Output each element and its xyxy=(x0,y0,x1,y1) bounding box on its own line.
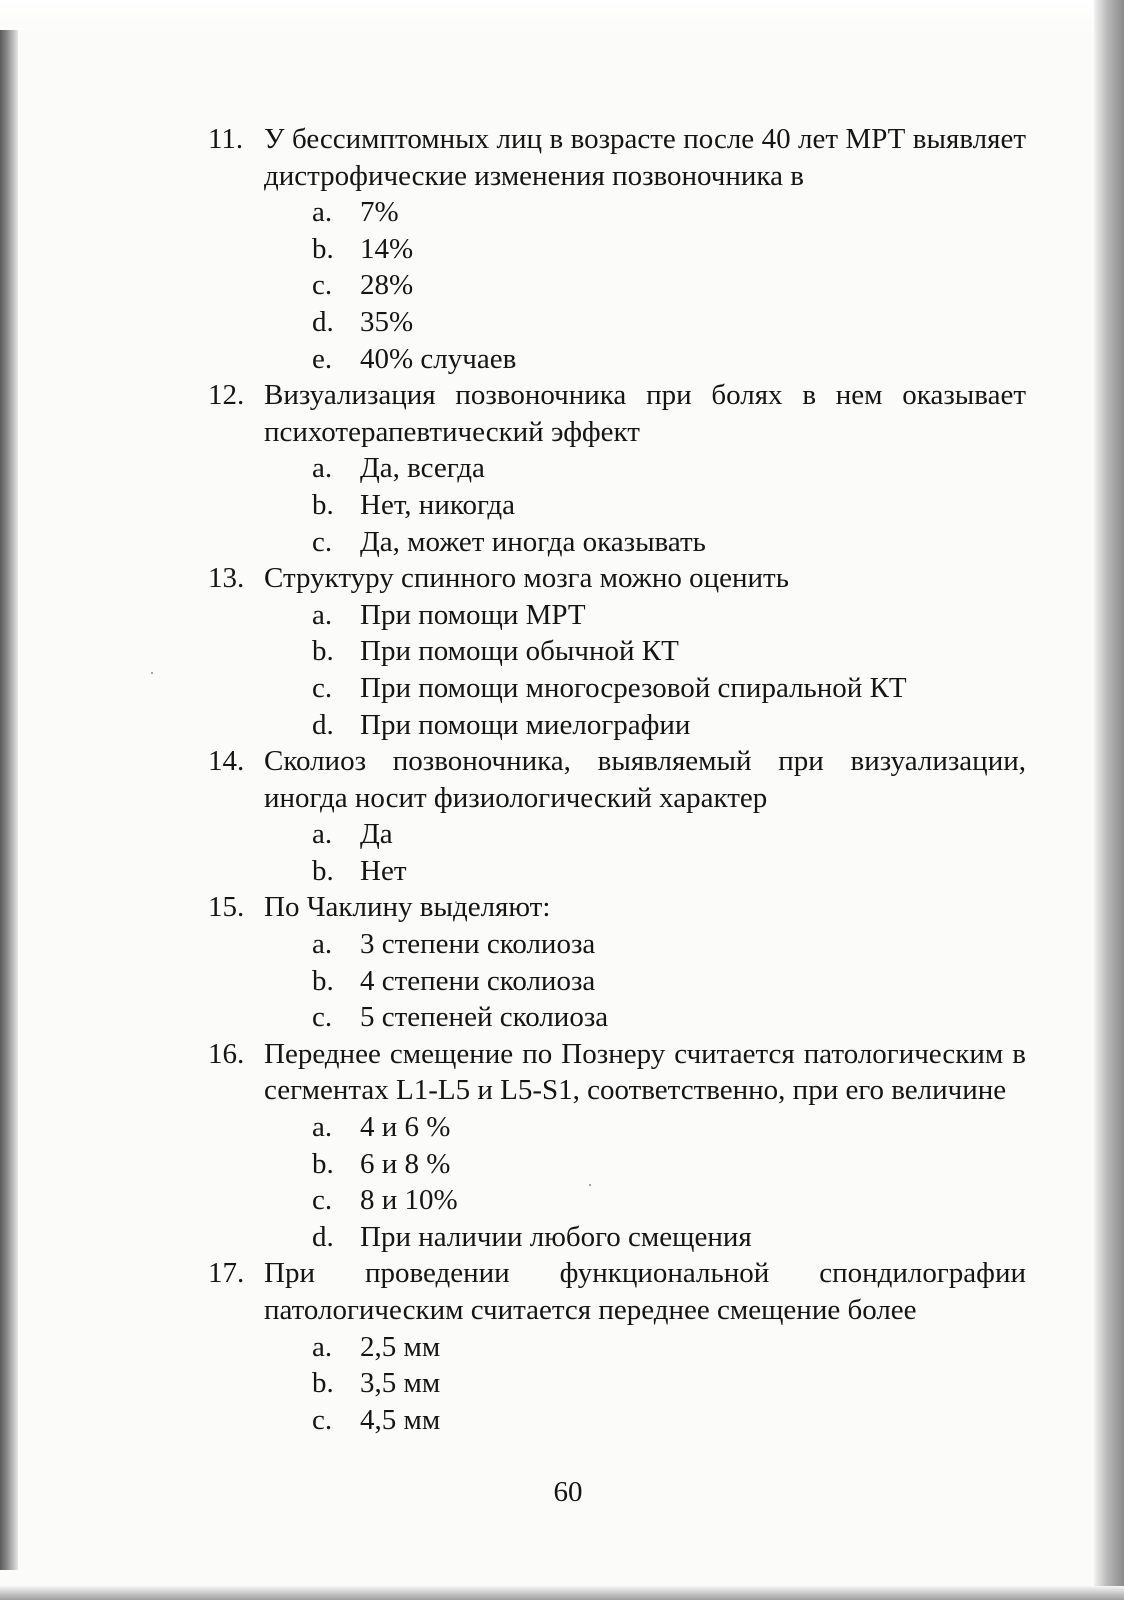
option-text: При помощи миелографии xyxy=(360,708,691,741)
option-text: 3,5 мм xyxy=(360,1367,441,1400)
question-number: 12. xyxy=(208,379,245,412)
option-letter: a. xyxy=(312,196,333,229)
question-number: 11. xyxy=(208,123,244,155)
option-text: 4,5 мм xyxy=(360,1403,441,1436)
option-text: 7% xyxy=(360,196,399,229)
option-text: 14% xyxy=(360,232,414,265)
question-heading xyxy=(208,121,1026,194)
answer-option xyxy=(208,816,1026,853)
option-letter: c. xyxy=(312,1184,333,1217)
answer-option xyxy=(208,597,1026,634)
question-list xyxy=(208,121,1026,1438)
option-text: Да, может иногда оказывать xyxy=(360,525,706,558)
option-letter: c. xyxy=(312,1001,333,1034)
option-letter: a. xyxy=(312,928,333,961)
option-letter: b. xyxy=(312,488,334,521)
option-text: 4 и 6 % xyxy=(360,1111,451,1144)
option-text: 28% xyxy=(360,269,414,302)
scan-speck xyxy=(151,672,153,674)
option-text: 8 и 10% xyxy=(360,1184,458,1217)
question-number: 13. xyxy=(208,562,245,595)
option-letter: d. xyxy=(312,1220,334,1253)
answer-option xyxy=(208,1182,1026,1219)
answer-option xyxy=(208,487,1026,524)
option-text: Нет, никогда xyxy=(360,488,516,521)
answer-option xyxy=(208,194,1026,231)
option-text: 3 степени сколиоза xyxy=(360,928,596,961)
option-letter: a. xyxy=(312,1111,333,1144)
answer-options xyxy=(208,450,1026,560)
scan-edge-left xyxy=(0,30,18,1570)
question-item xyxy=(208,560,1026,743)
option-text: 2,5 мм xyxy=(360,1330,441,1363)
answer-option xyxy=(208,1219,1026,1256)
answer-option xyxy=(208,707,1026,744)
scan-edge-right xyxy=(1094,0,1124,1600)
answer-options xyxy=(208,816,1026,889)
question-number: 17. xyxy=(208,1257,245,1290)
option-text: Нет xyxy=(360,854,407,887)
question-item xyxy=(208,1255,1026,1438)
option-letter: a. xyxy=(312,1330,333,1363)
question-heading xyxy=(208,1036,1026,1109)
option-letter: b. xyxy=(312,232,334,265)
option-text: При помощи многосрезовой спиральной КТ xyxy=(360,671,907,704)
answer-options xyxy=(208,1109,1026,1255)
scan-edge-top xyxy=(0,0,1124,34)
answer-option xyxy=(208,341,1026,378)
answer-option xyxy=(208,450,1026,487)
question-heading xyxy=(208,1255,1026,1328)
option-text: При помощи МРТ xyxy=(360,598,586,631)
question-heading xyxy=(208,377,1026,450)
answer-options xyxy=(208,1329,1026,1439)
option-letter: c. xyxy=(312,269,333,302)
question-text: При проведении функциональной спондилографии патологическим считается переднее смещение более xyxy=(264,1257,1026,1326)
option-letter: a. xyxy=(312,452,333,485)
option-text: 4 степени сколиоза xyxy=(360,964,596,997)
question-number: 14. xyxy=(208,745,245,778)
option-text: При помощи обычной КТ xyxy=(360,635,679,668)
option-text: 40% случаев xyxy=(360,342,517,375)
option-letter: d. xyxy=(312,305,334,338)
answer-options xyxy=(208,194,1026,377)
scan-edge-bottom xyxy=(0,1586,1124,1600)
option-letter: d. xyxy=(312,708,334,741)
option-letter: a. xyxy=(312,818,333,851)
answer-option xyxy=(208,670,1026,707)
answer-options xyxy=(208,926,1026,1036)
question-heading xyxy=(208,560,1026,597)
answer-option xyxy=(208,231,1026,268)
option-text: При наличии любого смещения xyxy=(360,1220,752,1253)
question-text: Структуру спинного мозга можно оценить xyxy=(264,562,789,595)
question-heading xyxy=(208,889,1026,926)
question-text: Визуализация позвоночника при болях в нем оказывает психотерапевтический эффект xyxy=(264,379,1026,448)
option-letter: b. xyxy=(312,635,334,668)
question-text: Переднее смещение по Познеру считается патологическим в сегментах L1-L5 и L5-S1, соответственно, при его величине xyxy=(264,1037,1026,1107)
question-item xyxy=(208,743,1026,889)
answer-option xyxy=(208,267,1026,304)
question-item xyxy=(208,377,1026,560)
answer-option xyxy=(208,524,1026,561)
question-item xyxy=(208,121,1026,377)
answer-option xyxy=(208,853,1026,890)
page-number: 60 xyxy=(553,1476,583,1508)
option-text: 6 и 8 % xyxy=(360,1147,451,1180)
option-letter: b. xyxy=(312,1367,334,1400)
answer-option xyxy=(208,1146,1026,1183)
question-item xyxy=(208,1036,1026,1256)
question-heading xyxy=(208,743,1026,816)
option-letter: e. xyxy=(312,342,333,375)
question-number: 16. xyxy=(208,1037,245,1070)
option-letter: b. xyxy=(312,854,334,887)
option-letter: a. xyxy=(312,598,333,631)
question-text: Сколиоз позвоночника, выявляемый при визуализации, иногда носит физиологический характер xyxy=(264,745,1026,814)
answer-option xyxy=(208,1109,1026,1146)
question-text: У бессимптомных лиц в возрасте после 40 лет МРТ выявляет дистрофические изменения позвоночника в xyxy=(264,123,1026,192)
question-item xyxy=(208,889,1026,1035)
answer-option xyxy=(208,1402,1026,1439)
answer-option xyxy=(208,999,1026,1036)
answer-option xyxy=(208,1329,1026,1366)
option-text: 35% xyxy=(360,305,414,338)
answer-option xyxy=(208,1365,1026,1402)
answer-option xyxy=(208,926,1026,963)
answer-options xyxy=(208,597,1026,743)
question-text: По Чаклину выделяют: xyxy=(264,891,551,924)
answer-option xyxy=(208,633,1026,670)
option-letter: c. xyxy=(312,525,333,558)
option-letter: c. xyxy=(312,1403,333,1436)
option-text: Да, всегда xyxy=(360,452,485,485)
answer-option xyxy=(208,963,1026,1000)
option-letter: c. xyxy=(312,671,333,704)
answer-option xyxy=(208,304,1026,341)
option-text: 5 степеней сколиоза xyxy=(360,1001,609,1034)
option-text: Да xyxy=(360,818,393,851)
question-number: 15. xyxy=(208,891,245,924)
option-letter: b. xyxy=(312,964,334,997)
option-letter: b. xyxy=(312,1147,334,1180)
